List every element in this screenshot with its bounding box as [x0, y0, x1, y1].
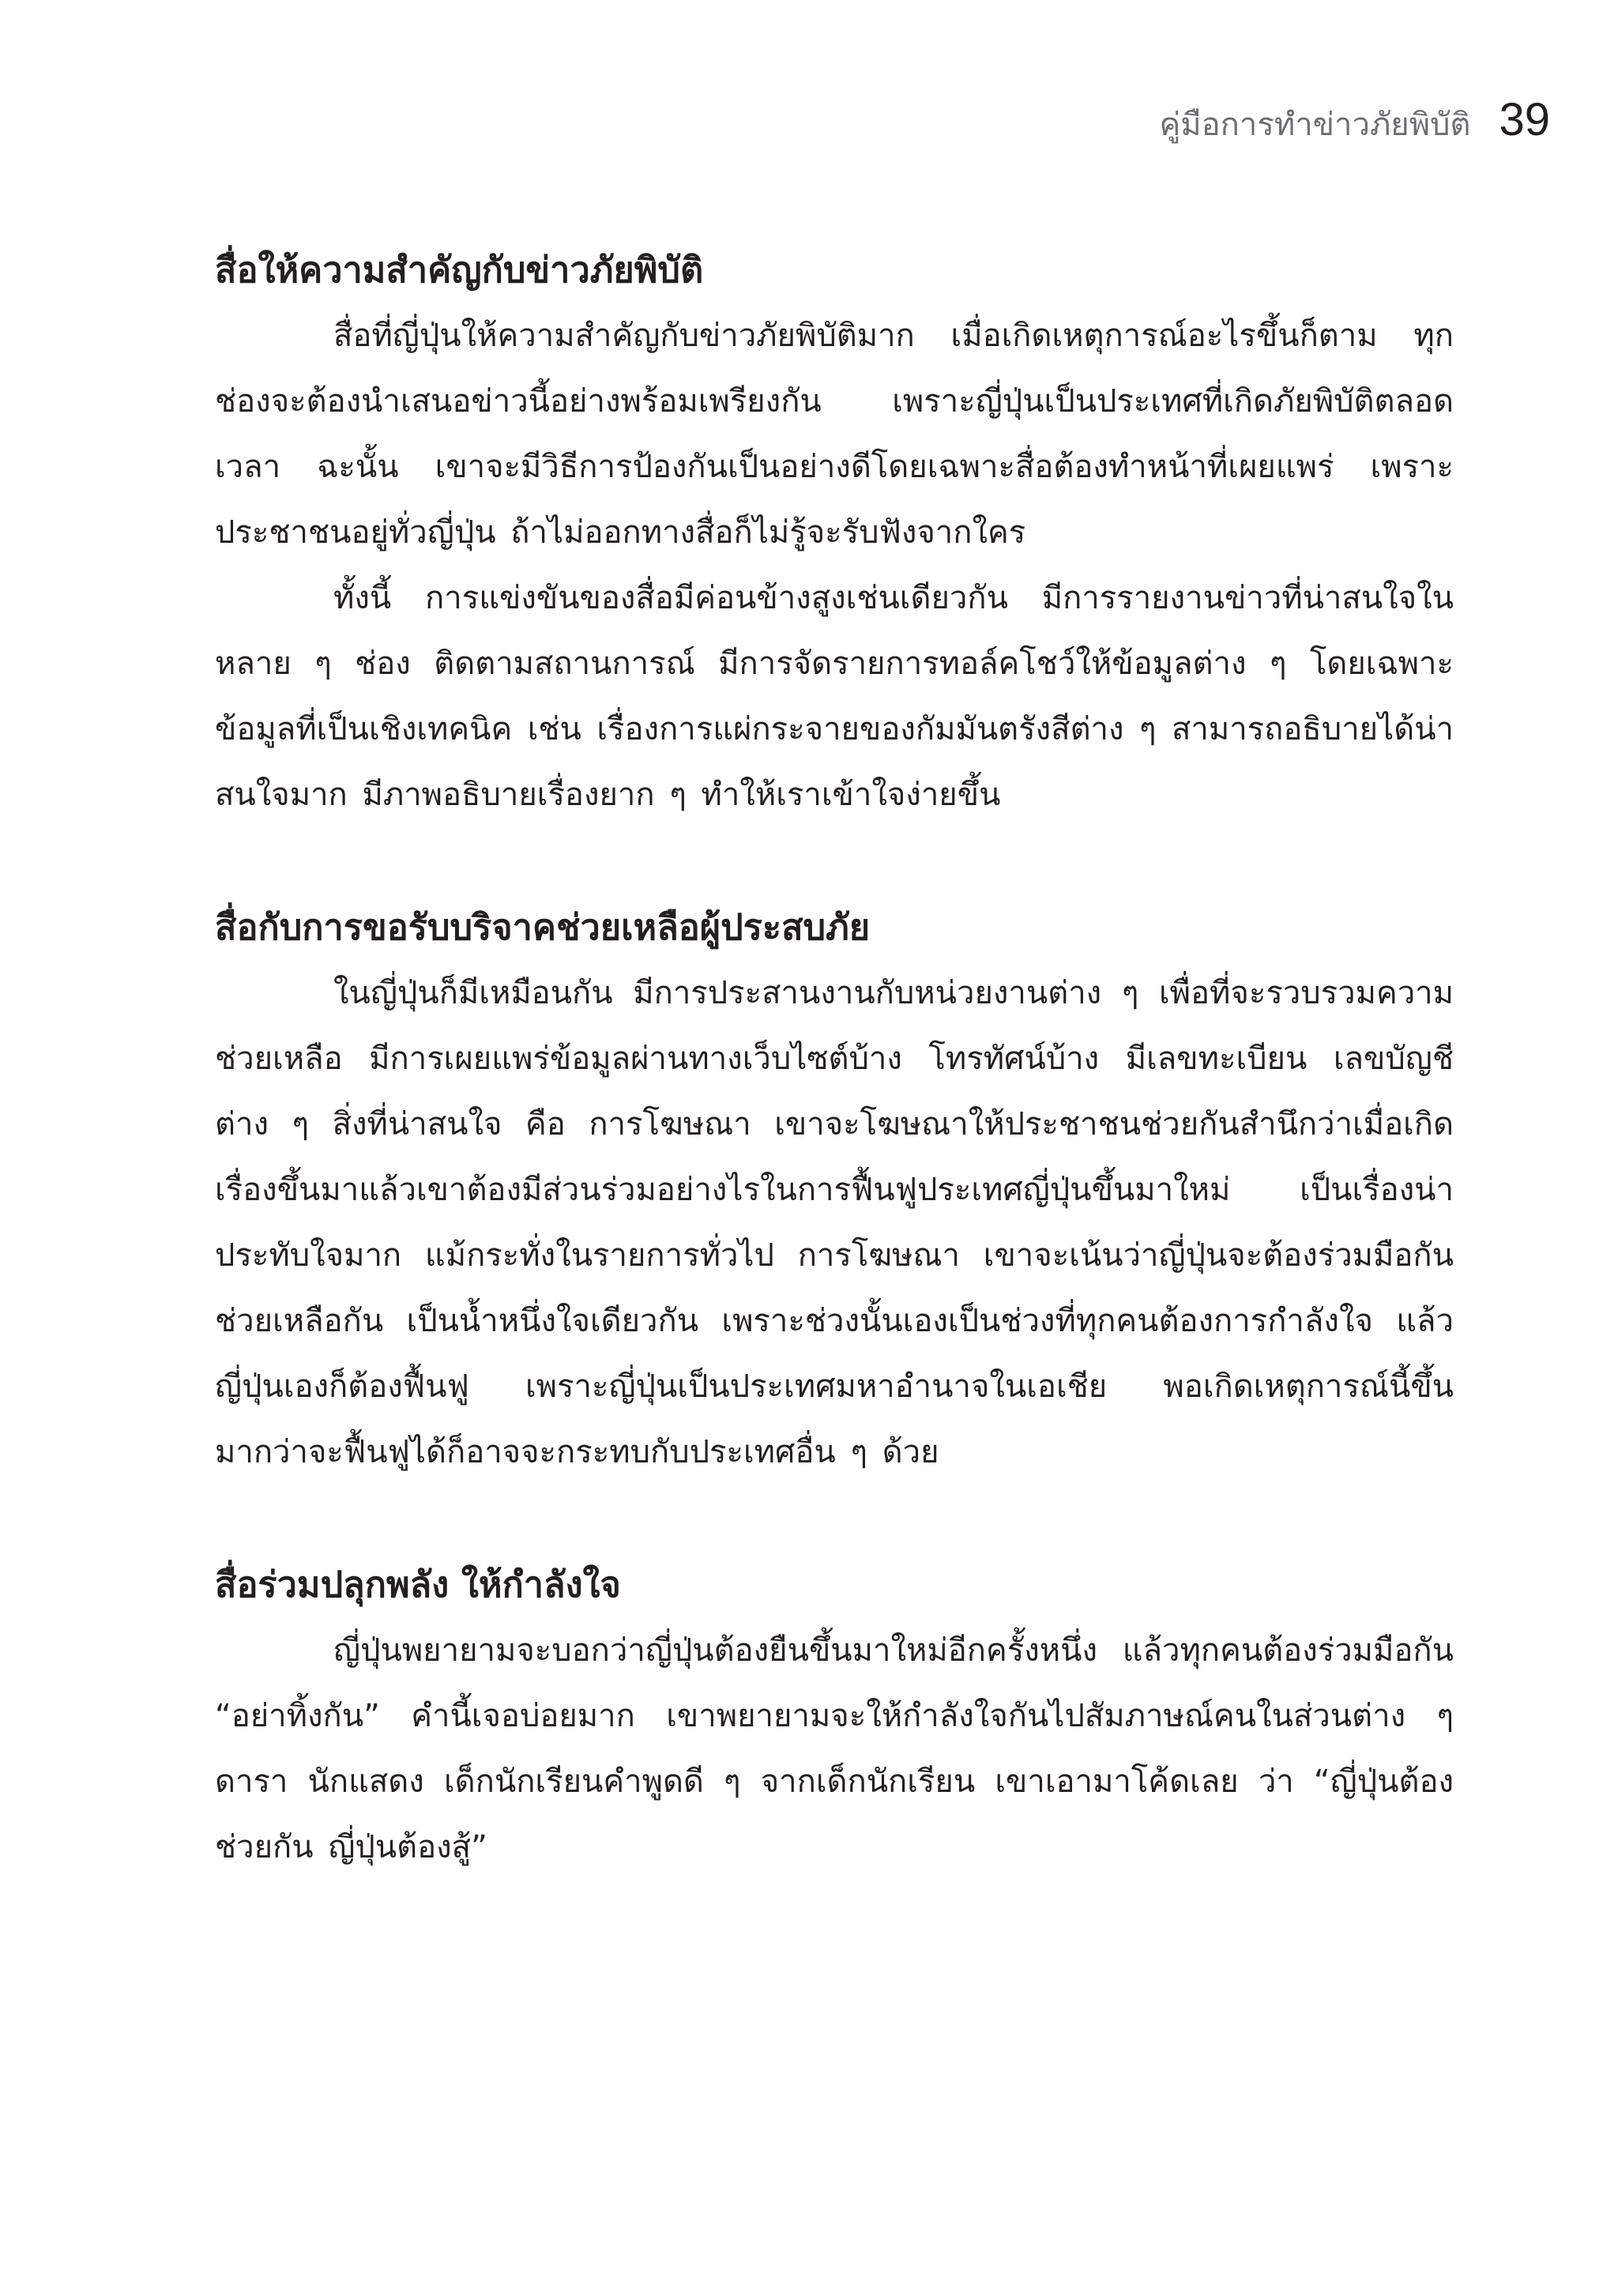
section-heading: สื่อกับการขอรับบริจาคช่วยเหลือผู้ประสบภัย [215, 906, 871, 948]
section-media-priority [215, 237, 1454, 828]
paragraph: ทั้งนี้ การแข่งขันของสื่อมีค่อนข้างสูงเช่นเดียวกัน มีการรายงานข่าวที่น่าสนใจในหลาย ๆ ช่อง ติดตามสถานการณ์ มีการจัดรายการทอล์คโชว์ให้ข้อมูลต่าง ๆ โดยเฉพาะข้อมูลที่เป็นเชิงเทคนิค เช่น เรื่องการแผ่กระจายของกัมมันตรังสีต่าง ๆ สามารถอธิบายได้น่าสนใจมาก มีภาพอธิบายเรื่องยาก ๆ ทำให้เราเข้าใจง่ายขึ้น [215, 580, 1454, 813]
running-header [1160, 93, 1550, 149]
paragraph: ในญี่ปุ่นก็มีเหมือนกัน มีการประสานงานกับหน่วยงานต่าง ๆ เพื่อที่จะรวบรวมความช่วยเหลือ มีการเผยแพร่ข้อมูลผ่านทางเว็บไซต์บ้าง โทรทัศน์บ้าง มีเลขทะเบียน เลขบัญชีต่าง ๆ สิ่งที่น่าสนใจ คือ การโฆษณา เขาจะโฆษณาให้ประชาชนช่วยกันสำนึกว่าเมื่อเกิดเรื่องขึ้นมาแล้วเขาต้องมีส่วนร่วมอย่างไรในการฟื้นฟูประเทศญี่ปุ่นขึ้นมาใหม่ เป็นเรื่องน่าประทับใจมาก แม้กระทั่งในรายการทั่วไป การโฆษณา เขาจะเน้นว่าญี่ปุ่นจะต้องร่วมมือกัน ช่วยเหลือกัน เป็นน้ำหนึ่งใจเดียวกัน เพราะช่วงนั้นเองเป็นช่วงที่ทุกคนต้องการกำลังใจ แล้วญี่ปุ่นเองก็ต้องฟื้นฟู เพราะญี่ปุ่นเป็นประเทศมหาอำนาจในเอเชีย พอเกิดเหตุการณ์นี้ขึ้นมากว่าจะฟื้นฟูได้ก็อาจจะกระทบกับประเทศอื่น ๆ ด้วย [215, 975, 1454, 1470]
running-header-title: คู่มือการทำข่าวภัยพิบัติ [1159, 107, 1471, 143]
section-heading: สื่อให้ความสำคัญกับข่าวภัยพิบัติ [215, 249, 704, 291]
section-heading: สื่อร่วมปลุกพลัง ให้กำลังใจ [215, 1564, 621, 1605]
section-donations [215, 894, 1454, 1485]
paragraph: สื่อที่ญี่ปุ่นให้ความสำคัญกับข่าวภัยพิบัติมาก เมื่อเกิดเหตุการณ์อะไรขึ้นก็ตาม ทุกช่องจะต้องนำเสนอข่าวนี้อย่างพร้อมเพรียงกัน เพราะญี่ปุ่นเป็นประเทศที่เกิดภัยพิบัติตลอดเวลา ฉะนั้น เขาจะมีวิธีการป้องกันเป็นอย่างดีโดยเฉพาะสื่อต้องทำหน้าที่เผยแพร่ เพราะประชาชนอยู่ทั่วญี่ปุ่น ถ้าไม่ออกทางสื่อก็ไม่รู้จะรับฟังจากใคร [215, 318, 1454, 551]
page-number: 39 [1499, 94, 1550, 145]
paragraph: ญี่ปุ่นพยายามจะบอกว่าญี่ปุ่นต้องยืนขึ้นมาใหม่อีกครั้งหนึ่ง แล้วทุกคนต้องร่วมมือกัน “อย่าทิ้งกัน” คำนี้เจอบ่อยมาก เขาพยายามจะให้กำลังใจกันไปสัมภาษณ์คนในส่วนต่าง ๆ ดารา นักแสดง เด็กนักเรียนคำพูดดี ๆ จากเด็กนักเรียน เขาเอามาโค้ดเลย ว่า “ญี่ปุ่นต้องช่วยกัน ญี่ปุ่นต้องสู้” [215, 1632, 1454, 1865]
page-body [215, 237, 1454, 1947]
section-encouragement [215, 1552, 1454, 1880]
